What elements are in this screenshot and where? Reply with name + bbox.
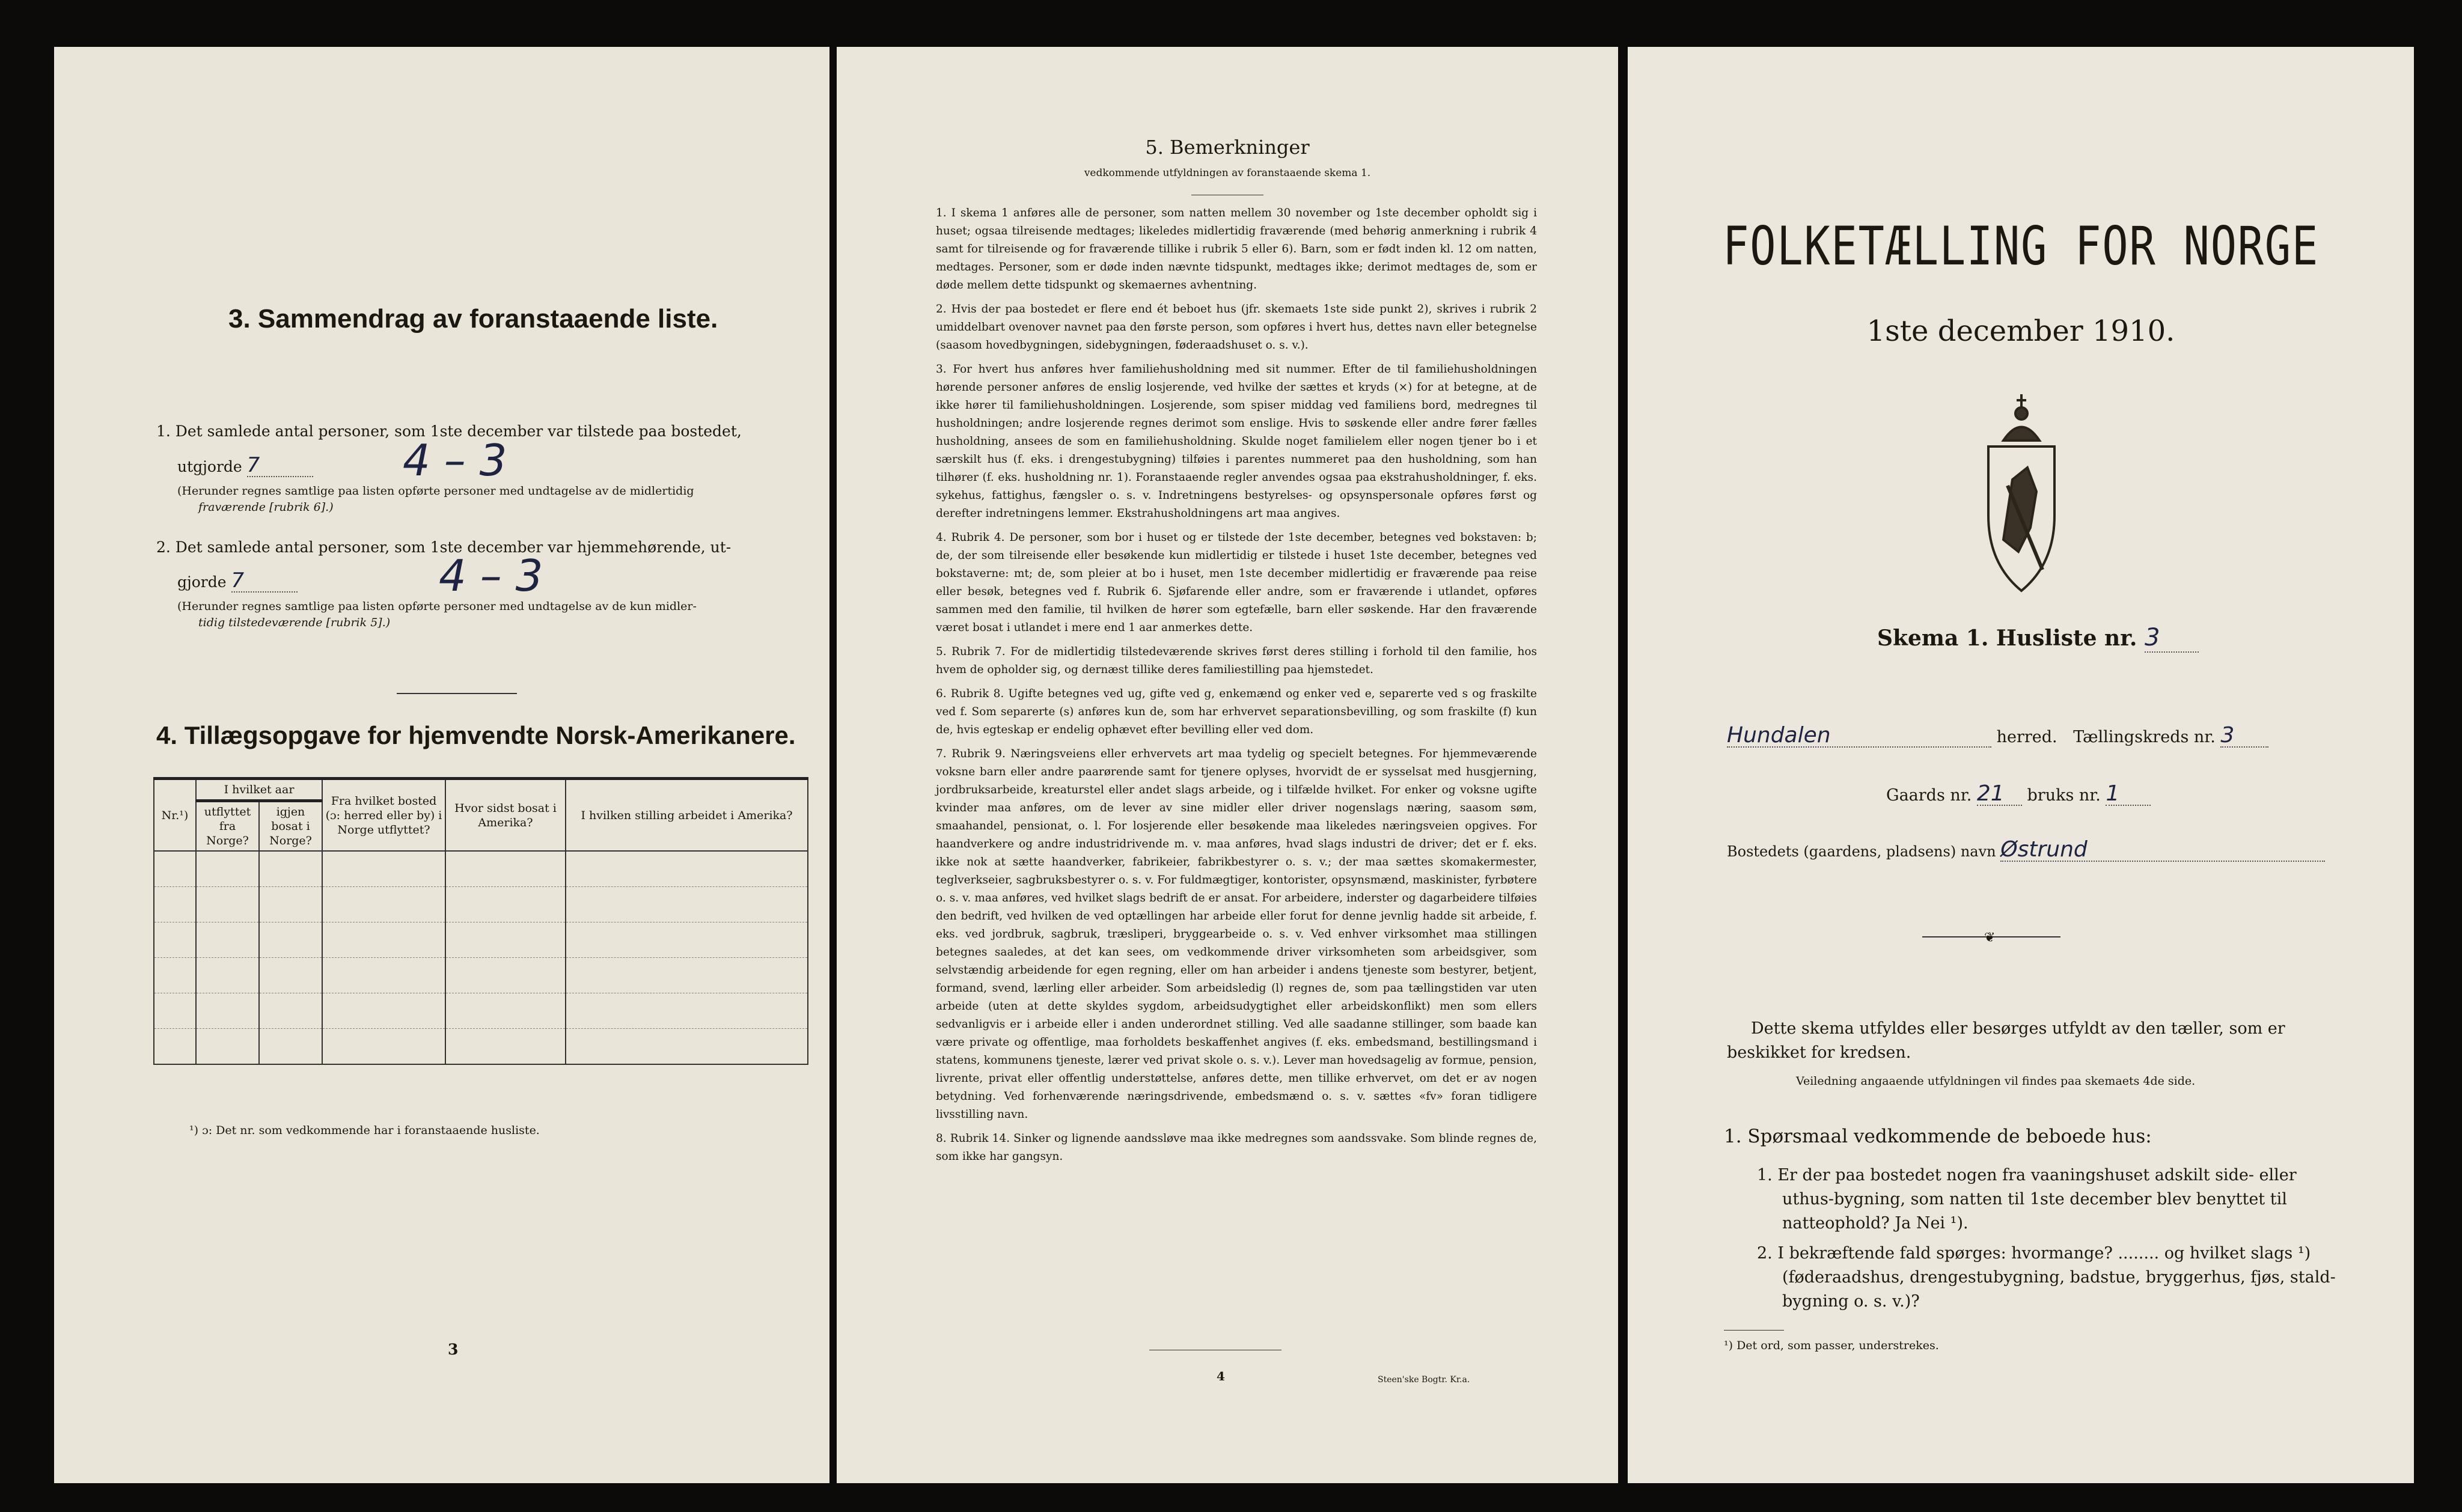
remark-4: 4. Rubrik 4. De personer, som bor i huset og er tilstede der 1ste december, betegnes ved bokstaven: b; de, der som tilreisende eller besøkende kun midlertidig er tilstede i huset 1ste december, betegnes ved bokstaverne: mt; de, som pleier at bo i huset, men 1ste december midlertidig er fraværende paa reise eller besøk, betegnes ved f. Rubrik 6. Sjøfarende eller andre, som er fraværende i utlandet, opføres sammen med den familie, til hvilken de hører som egtefælle, barn eller søskende. Har den fraværende været bosat i utlandet i mere end 1 aar anmerkes dette. xyxy=(936,531,1537,634)
printer-mark: Steen'ske Bogtr. Kr.a. xyxy=(1378,1375,1470,1385)
kreds-value: 3 xyxy=(2220,725,2268,748)
utgjorde-label: utgjorde xyxy=(177,458,242,475)
question-2a: 2. I bekræftende fald spørges: hvormange? ........ og hvilket slags ¹) xyxy=(1757,1244,2311,1263)
summary-note-1b: fraværende [rubrik 6].) xyxy=(198,501,334,514)
table-row xyxy=(154,922,808,958)
remarks-subtitle: vedkommende utfyldningen av foranstaaende skema 1. xyxy=(1084,167,1371,179)
summary-note-2a: (Herunder regnes samtlige paa listen opførte personer med undtagelse av de kun midler- xyxy=(177,600,697,613)
table-row xyxy=(154,887,808,922)
remarks-list xyxy=(936,204,1537,1172)
col-fra: Fra hvilket bosted (ɔ: herred eller by) i Norge utflyttet? xyxy=(322,779,445,852)
gaards-value: 21 xyxy=(1977,783,2022,806)
col-hvor: Hvor sidst bosat i Amerika? xyxy=(445,779,566,852)
bosted-value: Østrund xyxy=(2000,839,2325,862)
bosted-label: Bostedets (gaardens, pladsens) navn xyxy=(1727,843,1996,860)
footnote-rule xyxy=(1724,1330,1784,1331)
gaards-label: Gaards nr. xyxy=(1886,786,1972,805)
page-number-4: 4 xyxy=(1217,1369,1225,1383)
col-igjen: igjen bosat i Norge? xyxy=(259,801,322,852)
remark-1: 1. I skema 1 anføres alle de personer, som natten mellem 30 november og 1ste december opholdt sig i huset; ogsaa tilreisende medtages; likeledes midlertidig fraværende (med behørig anmerkning i rubrik 4 samt for tilreisende og for fraværende tillike i rubrik 5 eller 6). Barn, som er født inden kl. 12 om natten, medtages. Personer, som er døde inden nævnte tidspunkt, medtages ikke; derimot medtages de, som er døde mellem dette tidspunkt og skemaernes avhentning. xyxy=(936,207,1537,291)
gaards-line xyxy=(1886,783,2151,806)
summary-item-1: 1. Det samlede antal personer, som 1ste december var tilstede paa bostedet, xyxy=(156,422,742,440)
table-footnote: ¹) ɔ: Det nr. som vedkommende har i foranstaaende husliste. xyxy=(189,1124,540,1137)
intro-a: Dette skema utfyldes eller besørges utfyldt av den tæller, som er xyxy=(1751,1019,2285,1038)
page1-footnote: ¹) Det ord, som passer, understrekes. xyxy=(1724,1339,1939,1352)
schema-label: Skema 1. Husliste nr. xyxy=(1877,626,2137,651)
form-title: FOLKETÆLLING FOR NORGE xyxy=(1723,215,2319,277)
questions-heading: 1. Spørsmaal vedkommende de beboede hus: xyxy=(1724,1126,2152,1147)
remark-5: 5. Rubrik 7. For de midlertidig tilstedeværende skrives først deres stilling i forhold til den familie, hos hvem de opholder sig, og dernæst tillike deres familiestilling paa hjemstedet. xyxy=(936,645,1537,676)
bosted-line xyxy=(1727,839,2325,862)
utgjorde-label-2: gjorde xyxy=(177,573,227,591)
col-stilling: I hvilken stilling arbeidet i Amerika? xyxy=(566,779,808,852)
intro-b: beskikket for kredsen. xyxy=(1727,1043,1911,1062)
question-1b: uthus-bygning, som natten til 1ste december blev benyttet til xyxy=(1782,1190,2287,1209)
summary-item-2-line xyxy=(177,570,298,593)
intro-note: Veiledning angaaende utfyldningen vil findes paa skemaets 4de side. xyxy=(1796,1075,2196,1088)
summary-item-1-line xyxy=(177,454,313,478)
question-2b: (føderaadshus, drengestubygning, badstue, bryggerhus, fjøs, stald- xyxy=(1782,1268,2336,1287)
col-group-year: I hvilket aar xyxy=(196,779,322,801)
section-4-title: 4. Tillægsopgave for hjemvendte Norsk-Amerikanere. xyxy=(156,721,796,749)
herred-value: Hundalen xyxy=(1727,725,1991,748)
table-row xyxy=(154,958,808,993)
col-nr: Nr.¹) xyxy=(154,779,196,852)
remark-6: 6. Rubrik 8. Ugifte betegnes ved ug, gifte ved g, enkemænd og enker ved e, separerte ved s og fraskilte ved f. Som separerte (s) anføres kun de, som har erhvervet separationsbevilling, og som fraskilte (f) kun de, hvis egteskap er endelig ophævet efter bevilling eller ved dom. xyxy=(936,687,1537,736)
summary-note-2b: tidig tilstedeværende [rubrik 5].) xyxy=(198,616,391,629)
remark-8: 8. Rubrik 14. Sinker og lignende aandssløve maa ikke medregnes som aandssvake. Som blinde regnes de, som ikke har gangsyn. xyxy=(936,1132,1537,1163)
handwritten-resident: 4 – 3 xyxy=(439,550,543,601)
question-2c: bygning o. s. v.)? xyxy=(1782,1292,1920,1311)
remarks-title: 5. Bemerkninger xyxy=(1145,136,1310,159)
page-4 xyxy=(837,47,1618,1483)
norsk-amerikanere-table xyxy=(153,777,808,1065)
page-3 xyxy=(54,47,829,1483)
resident-count: 7 xyxy=(231,570,298,593)
census-date: 1ste december 1910. xyxy=(1866,314,2175,348)
remark-2: 2. Hvis der paa bostedet er flere end ét beboet hus (jfr. skemaets 1ste side punkt 2), skrives i rubrik 2 umiddelbart ovenover navnet paa den første person, som opføres i hvert hus, dettes navn eller betegnelse (saasom hovedbygningen, sidebygningen, føderaadshuset o. s. v.). xyxy=(936,303,1537,352)
question-1a: 1. Er der paa bostedet nogen fra vaaningshuset adskilt side- eller xyxy=(1757,1166,2297,1184)
table-row xyxy=(154,1029,808,1065)
present-count: 7 xyxy=(247,454,313,477)
ornament-icon: ❦ xyxy=(1984,930,1996,945)
schema-line xyxy=(1877,624,2199,653)
summary-note-1a: (Herunder regnes samtlige paa listen opførte personer med undtagelse av de midlertidig xyxy=(177,484,694,498)
col-utflyttet: utflyttet fra Norge? xyxy=(196,801,259,852)
table-row xyxy=(154,993,808,1029)
page-1 xyxy=(1628,47,2414,1483)
section-3-title: 3. Sammendrag av foranstaaende liste. xyxy=(228,304,718,334)
coat-of-arms-icon xyxy=(1970,389,2073,597)
summary-item-2: 2. Det samlede antal personer, som 1ste december var hjemmehørende, ut- xyxy=(156,538,732,556)
handwritten-present: 4 – 3 xyxy=(403,435,507,486)
remark-3: 3. For hvert hus anføres hver familiehusholdning med sit nummer. Efter de til familiehusholdningen hørende personer anføres de enslig losjerende, ved hvilke der sættes et kryds (×) for at betegne, at de ikke hører til familiehusholdningen. Losjerende, som spiser middag ved familiens bord, medregnes til husholdningen; andre losjerende regnes derimot som enslige. Hvis to søskende eller andre fører fælles husholdning, ansees de som en familiehusholdning. Skulde noget familielem eller nogen tjener bo i et særskilt hus (f. eks. i drengestubygning) tilføies i parentes nummeret paa den husholdning, som han tilhører (f. eks. husholdning nr. 1). Foranstaaende regler anvendes ogsaa paa ekstrahusholdninger, f. eks. sykehus, fattighus, fængsler o. s. v. Indretningens bestyrelses- og opsynspersonale opføres først og derefter indretningens lemmer. Ekstrahusholdningens art maa angives. xyxy=(936,363,1537,520)
bruks-label: bruks nr. xyxy=(2027,786,2101,805)
herred-label: herred. xyxy=(1996,728,2057,746)
husliste-number: 3 xyxy=(2145,624,2199,653)
kreds-label: Tællingskreds nr. xyxy=(2073,728,2216,746)
question-1c: natteophold? Ja Nei ¹). xyxy=(1782,1214,1969,1233)
table-row xyxy=(154,851,808,887)
remark-7: 7. Rubrik 9. Næringsveiens eller erhvervets art maa tydelig og specielt betegnes. For hjemmeværende voksne barn eller andre paarørende samt for tjenere oplyses, hvorvidt de er sysselsat med husgjerning, jordbruksarbeide, kreaturstel eller andet slags arbeide, og i tilfælde hvilket. For enker og voksne ugifte kvinder maa anføres, om de lever av sine midler eller driver nogenslags næring, saasom søm, smaahandel, pensionat, o. l. For losjerende eller besøkende maa likeledes næringsveien opgives. For haandverkere og andre industridrivende m. v. maa anføres, hvad slags industri de driver; det er f. eks. ikke nok at sætte haandverker, fabrikeier, fabrikbestyrer o. s. v.; der maa sættes skomakermester, teglverkseier, sagbruksbestyrer o. s. v. For fuldmægtiger, kontorister, opsynsmænd, maskinister, fyrbøtere o. s. v. maa anføres, ved hvilket slags bedrift de er ansat. For arbeidere, inderster og dagarbeidere tilføies den bedrift, ved hvilken de ved optællingen har arbeide eller forut for denne jevnlig hadde sit arbeide, f. eks. ved jordbruk, sagbruk, træsliperi, bryggearbeide o. s. v. Ved enhver virksomhet maa stillingen betegnes saaledes, at det kan sees, om vedkommende driver virksomheten som arbeidsgiver, som selvstændig arbeidende for egen regning, eller om han arbeider i andens tjeneste som bestyrer, betjent, formand, svend, lærling eller arbeider. Som arbeidsledig (l) regnes de, som paa tællingstiden var uten arbeide (uten at dette skyldes sygdom, arbeidsudygtighet eller arbeidskonflikt) men som ellers sedvanligvis er i arbeide eller i anden underordnet stilling. Ved alle saadanne stillinger, som baade kan være private og offentlige, maa forholdets beskaffenhet angives (f. eks. embedsmand, bestillingsmand i statens, kommunens tjeneste, lærer ved privat skole o. s. v.). Lever man hovedsagelig av formue, pension, livrente, privat eller offentlig understøttelse, anføres dette, men tillike erhvervet, om det er av nogen betydning. Ved forhenværende næringsdrivende, embedsmænd o. s. v. sættes «fv» foran tidligere livsstilling navn. xyxy=(936,748,1537,1121)
page-number-3: 3 xyxy=(448,1341,459,1358)
bruks-value: 1 xyxy=(2106,783,2151,806)
divider xyxy=(397,693,517,694)
herred-line xyxy=(1727,725,2268,748)
